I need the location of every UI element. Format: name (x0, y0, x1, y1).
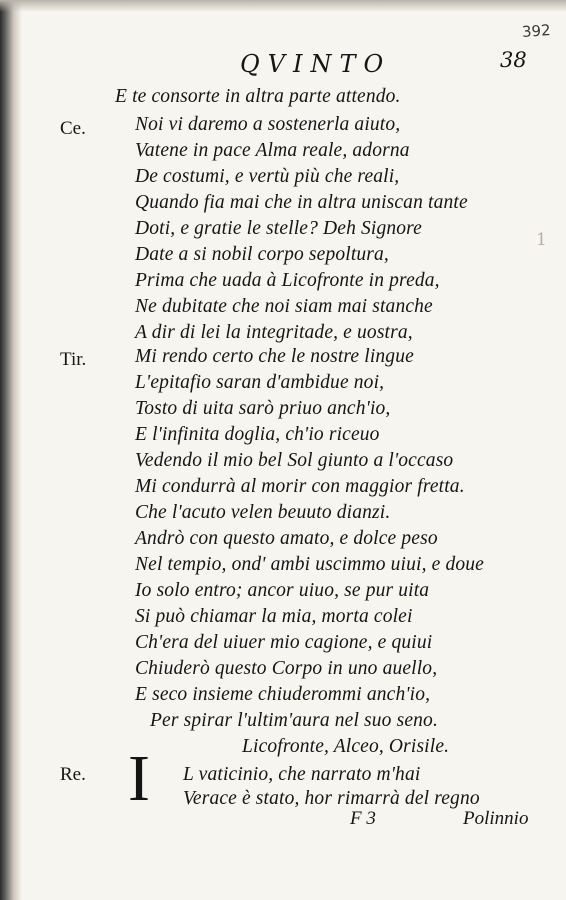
verse-line: Prima che uada à Licofronte in preda, (135, 270, 440, 291)
verse-line: Vatene in pace Alma reale, adorna (135, 140, 410, 161)
verse-line: Mi condurrà al morir con maggior fretta. (135, 476, 465, 497)
show-through: 1 (536, 230, 547, 250)
verse-line: Ch'era del uiuer mio cagione, e quiui (135, 632, 433, 653)
folio-number: 38 (500, 48, 527, 72)
running-title: QVINTO (240, 50, 392, 78)
manuscript-number: 392 (521, 21, 552, 41)
verse-line: Andrò con questo amato, e dolce peso (135, 528, 438, 549)
page-top-shadow (0, 0, 566, 12)
verse-line: Noi vi daremo a sostenerla aiuto, (135, 114, 401, 135)
verse-line: A dir di lei la integritade, e uostra, (135, 322, 413, 343)
verse-line: Che l'acuto velen beuuto dianzi. (135, 502, 391, 523)
verse-line: Vedendo il mio bel Sol giunto a l'occaso (135, 450, 454, 471)
verse-line: Chiuderò questo Corpo in uno auello, (135, 658, 438, 679)
speaker-re: Re. (60, 764, 86, 785)
verse-line: Doti, e gratie le stelle? Deh Signore (135, 218, 422, 239)
verse-line: Quando fia mai che in altra uniscan tante (135, 192, 468, 213)
verse-line: Nel tempio, ond' ambi uscimmo uiui, e doue (135, 554, 484, 575)
verse-line: E seco insieme chiuderommi anch'io, (135, 684, 431, 705)
verse-line: Si può chiamar la mia, morta colei (135, 606, 413, 627)
speaker-tir: Tir. (60, 349, 87, 370)
verse-line: Ne dubitate che noi siam mai stanche (135, 296, 433, 317)
verse-line: Verace è stato, hor rimarrà del regno (183, 788, 480, 809)
page-gutter-shadow (0, 0, 22, 900)
speaker-ce: Ce. (60, 118, 86, 139)
verse-line: Date a si nobil corpo sepoltura, (135, 244, 389, 265)
drop-initial: I (128, 742, 150, 815)
verse-line: E te consorte in altra parte attendo. (115, 86, 401, 107)
scene-cast-list: Licofronte, Alceo, Orisile. (242, 736, 450, 757)
verse-line: Per spirar l'ultim'aura nel suo seno. (150, 710, 438, 731)
verse-line: E l'infinita doglia, ch'io riceuo (135, 424, 380, 445)
verse-line: L vaticinio, che narrato m'hai (183, 764, 421, 785)
catchword: Polinnio (463, 808, 529, 829)
verse-line: Tosto di uita sarò priuo anch'io, (135, 398, 391, 419)
verse-line: Io solo entro; ancor uiuo, se pur uita (135, 580, 430, 601)
verse-line: L'epitafio saran d'ambidue noi, (135, 372, 385, 393)
signature-mark: F 3 (350, 808, 376, 829)
verse-line: Mi rendo certo che le nostre lingue (135, 346, 414, 367)
verse-line: De costumi, e vertù più che reali, (135, 166, 400, 187)
